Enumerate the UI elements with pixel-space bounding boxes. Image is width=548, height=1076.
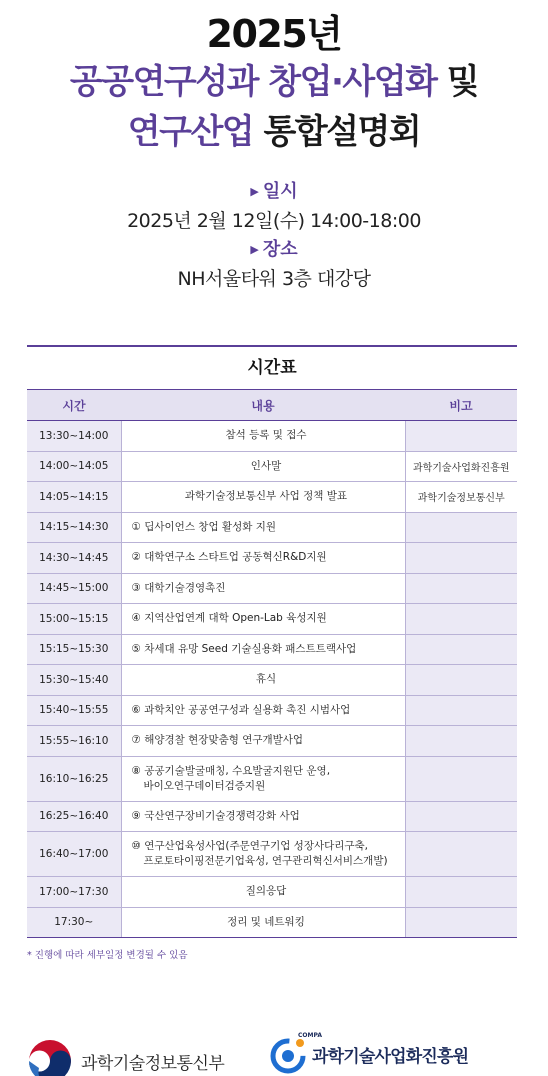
row-content-line: ⑨ 국산연구장비기술경쟁력강화 사업 <box>131 809 300 822</box>
row-time: 16:40~17:00 <box>27 832 121 877</box>
row-content-line: 과학기술정보통신부 사업 정책 발표 <box>184 490 348 503</box>
place-label <box>0 236 548 264</box>
schedule-table <box>27 389 517 938</box>
header-content: 내용 <box>121 390 405 421</box>
place-value: NH서울타워 3층 대강당 <box>177 268 371 290</box>
table-row <box>27 421 517 452</box>
row-content-line: 정리 및 네트워킹 <box>227 915 305 928</box>
row-content-line: 인사말 <box>250 459 282 472</box>
row-content <box>121 512 405 543</box>
row-time: 13:30~14:00 <box>27 421 121 452</box>
row-content-line: ① 딥사이언스 창업 활성화 지원 <box>131 520 276 533</box>
row-time: 16:25~16:40 <box>27 801 121 832</box>
row-content-line: ⑧ 공공기술발굴매칭, 수요발굴지원단 운영, <box>131 764 331 777</box>
table-row <box>27 634 517 665</box>
row-content <box>121 604 405 635</box>
title-line-3-highlight: 연구산업 <box>127 112 254 152</box>
row-note <box>405 634 517 665</box>
event-info <box>0 178 548 294</box>
row-note <box>405 756 517 801</box>
title-line-2-highlight: 공공연구성과 창업·사업화 <box>69 62 437 102</box>
table-row <box>27 604 517 635</box>
row-content-line: ⑦ 해양경찰 현장맞춤형 연구개발사업 <box>131 734 304 747</box>
row-content <box>121 543 405 574</box>
table-row <box>27 801 517 832</box>
place-label-text: 장소 <box>262 239 298 260</box>
schedule-footnote: * 진행에 따라 세부일정 변경될 수 있음 <box>27 950 188 961</box>
row-note <box>405 695 517 726</box>
row-note <box>405 512 517 543</box>
row-note <box>405 832 517 877</box>
triangle-bullet-icon: ▶ <box>250 185 259 198</box>
row-note <box>405 543 517 574</box>
row-content-line: ⑥ 과학치안 공공연구성과 실용화 촉진 시범사업 <box>131 703 351 716</box>
row-content <box>121 877 405 908</box>
row-note <box>405 907 517 938</box>
row-time: 15:15~15:30 <box>27 634 121 665</box>
row-content <box>121 634 405 665</box>
compa-mark-icon <box>270 1034 306 1074</box>
row-note <box>405 877 517 908</box>
row-content-line: 휴식 <box>255 673 277 686</box>
triangle-bullet-icon: ▶ <box>250 243 259 256</box>
title-line-2 <box>0 56 548 106</box>
row-content <box>121 832 405 877</box>
row-content-line-2: 프로토타이핑전문기업육성, 연구관리혁신서비스개발) <box>143 855 388 867</box>
table-row <box>27 756 517 801</box>
footer-logos <box>0 1028 548 1076</box>
row-content <box>121 907 405 938</box>
table-row <box>27 451 517 482</box>
row-content <box>121 695 405 726</box>
row-content <box>121 665 405 696</box>
table-row <box>27 543 517 574</box>
date-label <box>0 178 548 206</box>
table-header-row <box>27 390 517 421</box>
row-content-line-2: 바이오연구데이터검증지원 <box>143 779 266 792</box>
row-time: 14:30~14:45 <box>27 543 121 574</box>
ministry-logo <box>27 1038 224 1076</box>
table-row <box>27 726 517 757</box>
row-content-line: ② 대학연구소 스타트업 공동혁신R&D지원 <box>131 551 327 564</box>
row-note <box>405 726 517 757</box>
row-content-line: ⑤ 차세대 유망 Seed 기술실용화 패스트트랙사업 <box>131 642 357 655</box>
event-title <box>0 8 548 156</box>
row-time: 14:45~15:00 <box>27 573 121 604</box>
row-content-line: ③ 대학기술경영촉진 <box>131 581 226 594</box>
row-content <box>121 451 405 482</box>
row-time: 14:05~14:15 <box>27 482 121 513</box>
table-row <box>27 907 517 938</box>
schedule-body <box>27 421 517 938</box>
row-note <box>405 573 517 604</box>
table-row <box>27 695 517 726</box>
agency-tag: COMPA <box>298 1032 322 1039</box>
title-line-2-rest: 및 <box>436 62 479 102</box>
row-content <box>121 573 405 604</box>
row-time: 15:40~15:55 <box>27 695 121 726</box>
row-time: 17:00~17:30 <box>27 877 121 908</box>
table-row <box>27 512 517 543</box>
taegeuk-icon <box>27 1038 73 1076</box>
table-row <box>27 573 517 604</box>
row-time: 14:00~14:05 <box>27 451 121 482</box>
ministry-name: 과학기술정보통신부 <box>81 1053 225 1074</box>
table-row <box>27 832 517 877</box>
row-note <box>405 801 517 832</box>
row-note: 과학기술정보통신부 <box>405 482 517 513</box>
row-content <box>121 726 405 757</box>
agency-name: 과학기술사업화진흥원 <box>312 1046 469 1067</box>
row-content-line: 참석 등록 및 접수 <box>225 429 307 442</box>
row-time: 15:55~16:10 <box>27 726 121 757</box>
row-content-line: 질의응답 <box>245 885 287 898</box>
row-content <box>121 421 405 452</box>
date-value: 2025년 2월 12일(수) 14:00-18:00 <box>127 210 421 232</box>
title-line-3 <box>0 106 548 156</box>
title-year: 2025년 <box>206 12 342 56</box>
row-content-line: ④ 지역산업연계 대학 Open-Lab 육성지원 <box>131 612 327 625</box>
schedule-section <box>27 345 517 938</box>
row-time: 15:30~15:40 <box>27 665 121 696</box>
row-content <box>121 756 405 801</box>
table-row <box>27 482 517 513</box>
row-time: 14:15~14:30 <box>27 512 121 543</box>
header-time: 시간 <box>27 390 121 421</box>
schedule-title: 시간표 <box>247 358 297 378</box>
row-content <box>121 482 405 513</box>
row-time: 17:30~ <box>27 907 121 938</box>
date-label-text: 일시 <box>262 181 298 202</box>
row-note <box>405 665 517 696</box>
row-content-line: ⑩ 연구산업육성사업(주문연구기업 성장사다리구축, <box>131 840 369 852</box>
agency-logo <box>270 1034 468 1074</box>
row-content <box>121 801 405 832</box>
row-time: 16:10~16:25 <box>27 756 121 801</box>
header-note: 비고 <box>405 390 517 421</box>
title-line-3-rest: 통합설명회 <box>253 112 421 152</box>
row-note <box>405 421 517 452</box>
row-note: 과학기술사업화진흥원 <box>405 451 517 482</box>
row-time: 15:00~15:15 <box>27 604 121 635</box>
table-row <box>27 877 517 908</box>
table-row <box>27 665 517 696</box>
row-note <box>405 604 517 635</box>
